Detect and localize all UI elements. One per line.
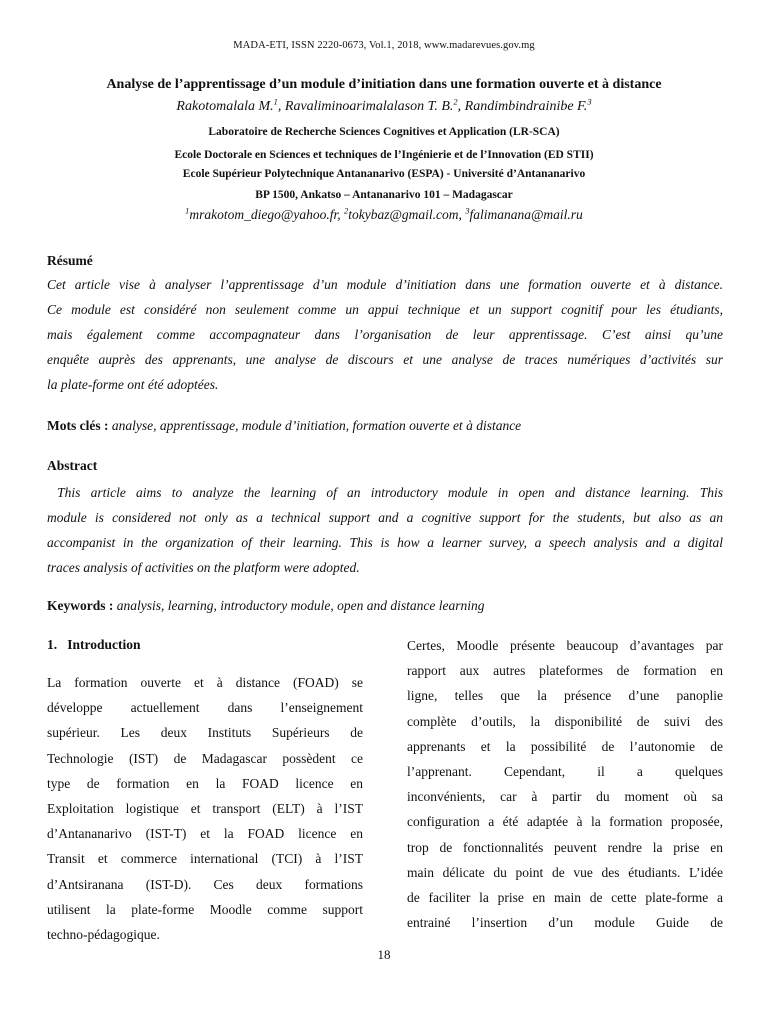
author-separator: ,: [457, 99, 465, 114]
email-list: [30, 207, 738, 223]
paragraph-line: type de formation en la FOAD licence en: [47, 775, 363, 791]
abstract-line: accompanist in the organization of their learning. This is how a learner survey, a speech analysis and a digital: [47, 535, 723, 550]
resume-body: [47, 272, 723, 397]
author-affiliation-mark: 3: [587, 96, 592, 107]
email-mark: 2: [343, 205, 349, 216]
paragraph-line: développe actuellement dans l’enseignement: [47, 700, 363, 716]
email-address[interactable]: mrakotom_diego@yahoo.fr: [189, 207, 338, 222]
paragraph-line: de faciliter la prise en main de cette plate-forme a: [407, 889, 723, 905]
paragraph-line: La formation ouverte et à distance (FOAD) se: [47, 675, 363, 690]
paragraph-line: rapport aux autres plateformes de formation en: [407, 663, 723, 679]
resume-heading: Résumé: [47, 253, 93, 268]
paragraph-line: supérieur. Les deux Instituts Supérieurs de: [47, 725, 363, 741]
resume-line: Ce module est considéré non seulement comme un appui technique et un support cognitif pour les étudiants,: [47, 302, 723, 317]
email-mark: 3: [465, 205, 470, 216]
paragraph-line: complète d’outils, la disponibilité de suivi des: [407, 713, 723, 729]
paragraph-line: d’Antsiranana (IST-D). Ces deux formations: [47, 876, 363, 892]
email-address[interactable]: falimanana@mail.ru: [469, 207, 583, 222]
left-column: [47, 670, 363, 947]
author-list: [30, 96, 738, 115]
keywords-label: Keywords :: [47, 598, 114, 613]
paragraph-line: inconvénients, car à partir du moment où sa: [407, 789, 723, 805]
mots-cles-label: Mots clés :: [47, 418, 109, 433]
running-head: MADA-ETI, ISSN 2220-0673, Vol.1, 2018, www.madarevues.gov.mg: [233, 40, 535, 51]
email-separator: ,: [458, 207, 466, 222]
paragraph-line: ligne, telles que la présence d’une panoplie: [407, 688, 723, 704]
paragraph-line: l’apprenant. Cependant, il a quelques: [407, 763, 723, 779]
email-separator: ,: [337, 207, 344, 222]
resume-line: la plate-forme ont été adoptées.: [47, 377, 219, 392]
abstract-heading: Abstract: [47, 458, 98, 473]
email-address[interactable]: tokybaz@gmail.com: [348, 207, 459, 222]
paragraph-line: utilisent la plate-forme Moodle comme support: [47, 901, 363, 917]
paragraph-line: techno-pédagogique.: [47, 926, 160, 942]
page-number: 18: [377, 947, 391, 962]
resume-line: mais également comme accompagnateur dans l’organisation de leur apprentissage. C’est ainsi qu’une: [47, 327, 723, 342]
keywords-list: analysis, learning, introductory module, open and distance learning: [116, 598, 485, 613]
affiliation-line: Ecole Doctorale en Sciences et techniques de l’Ingénierie et de l’Innovation (ED STII): [174, 149, 594, 161]
paragraph-line: Exploitation logistique et transport (ELT) à l’IST: [47, 800, 363, 816]
paragraph-line: configuration a été adaptée à la formation proposée,: [407, 814, 723, 830]
author-affiliation-mark: 2: [453, 96, 458, 107]
paragraph-line: entrainé l’insertion d’un module Guide de: [407, 915, 723, 931]
resume-line: enquête auprès des apprenants, une analyse de discours et une analyse de traces numériques d’activités sur: [47, 352, 723, 367]
paragraph-line: main délicate du point de vue des étudiants. L’idée: [407, 864, 723, 880]
abstract-line: This article aims to analyze the learning of an introductory module in open and distance learning. This: [47, 485, 723, 500]
abstract-line: module is considered not only as a technical support and a cognitive support for the students, but also as an: [47, 510, 723, 525]
affiliation-line: Ecole Supérieur Polytechnique Antananarivo (ESPA) - Université d’Antananarivo: [182, 168, 586, 180]
paragraph-line: trop de fonctionnalités peuvent rendre la prise en: [407, 839, 723, 855]
keywords: [47, 598, 727, 614]
paragraph-line: apprenants et la possibilité de l’autonomie de: [407, 738, 723, 754]
paragraph-line: Transit et commerce international (TCI) à l’IST: [47, 851, 363, 867]
author-separator: ,: [277, 99, 285, 114]
paragraph-line: d’Antananarivo (IST-T) et la FOAD licence en: [47, 826, 363, 842]
paragraph-line: Certes, Moodle présente beaucoup d’avantages par: [407, 638, 723, 653]
author-name: Rakotomalala M.: [176, 99, 274, 114]
abstract-body: [47, 480, 723, 580]
mots-cles: [47, 418, 727, 434]
affiliation-line: Laboratoire de Recherche Sciences Cognitives et Application (LR-SCA): [208, 126, 560, 138]
right-column: [407, 633, 723, 935]
paper-title: Analyse de l’apprentissage d’un module d’initiation dans une formation ouverte et à distance: [106, 77, 662, 92]
paragraph-line: Technologie (IST) de Madagascar possèdent ce: [47, 750, 363, 766]
abstract-line: traces analysis of activities on the platform were adopted.: [47, 560, 360, 575]
affiliation-line: BP 1500, Ankatso – Antananarivo 101 – Madagascar: [255, 189, 513, 201]
mots-cles-list: analyse, apprentissage, module d’initiation, formation ouverte et à distance: [111, 418, 522, 433]
author-affiliation-mark: 1: [273, 96, 278, 107]
section-heading-introduction: 1. Introduction: [47, 637, 141, 652]
author-name: Randimbindrainibe F.: [464, 99, 588, 114]
author-name: Ravaliminoarimalalason T. B.: [284, 99, 454, 114]
email-mark: 1: [185, 205, 190, 216]
resume-line: Cet article vise à analyser l’apprentissage d’un module d’initiation dans une formation ouverte et à distance.: [47, 277, 723, 292]
